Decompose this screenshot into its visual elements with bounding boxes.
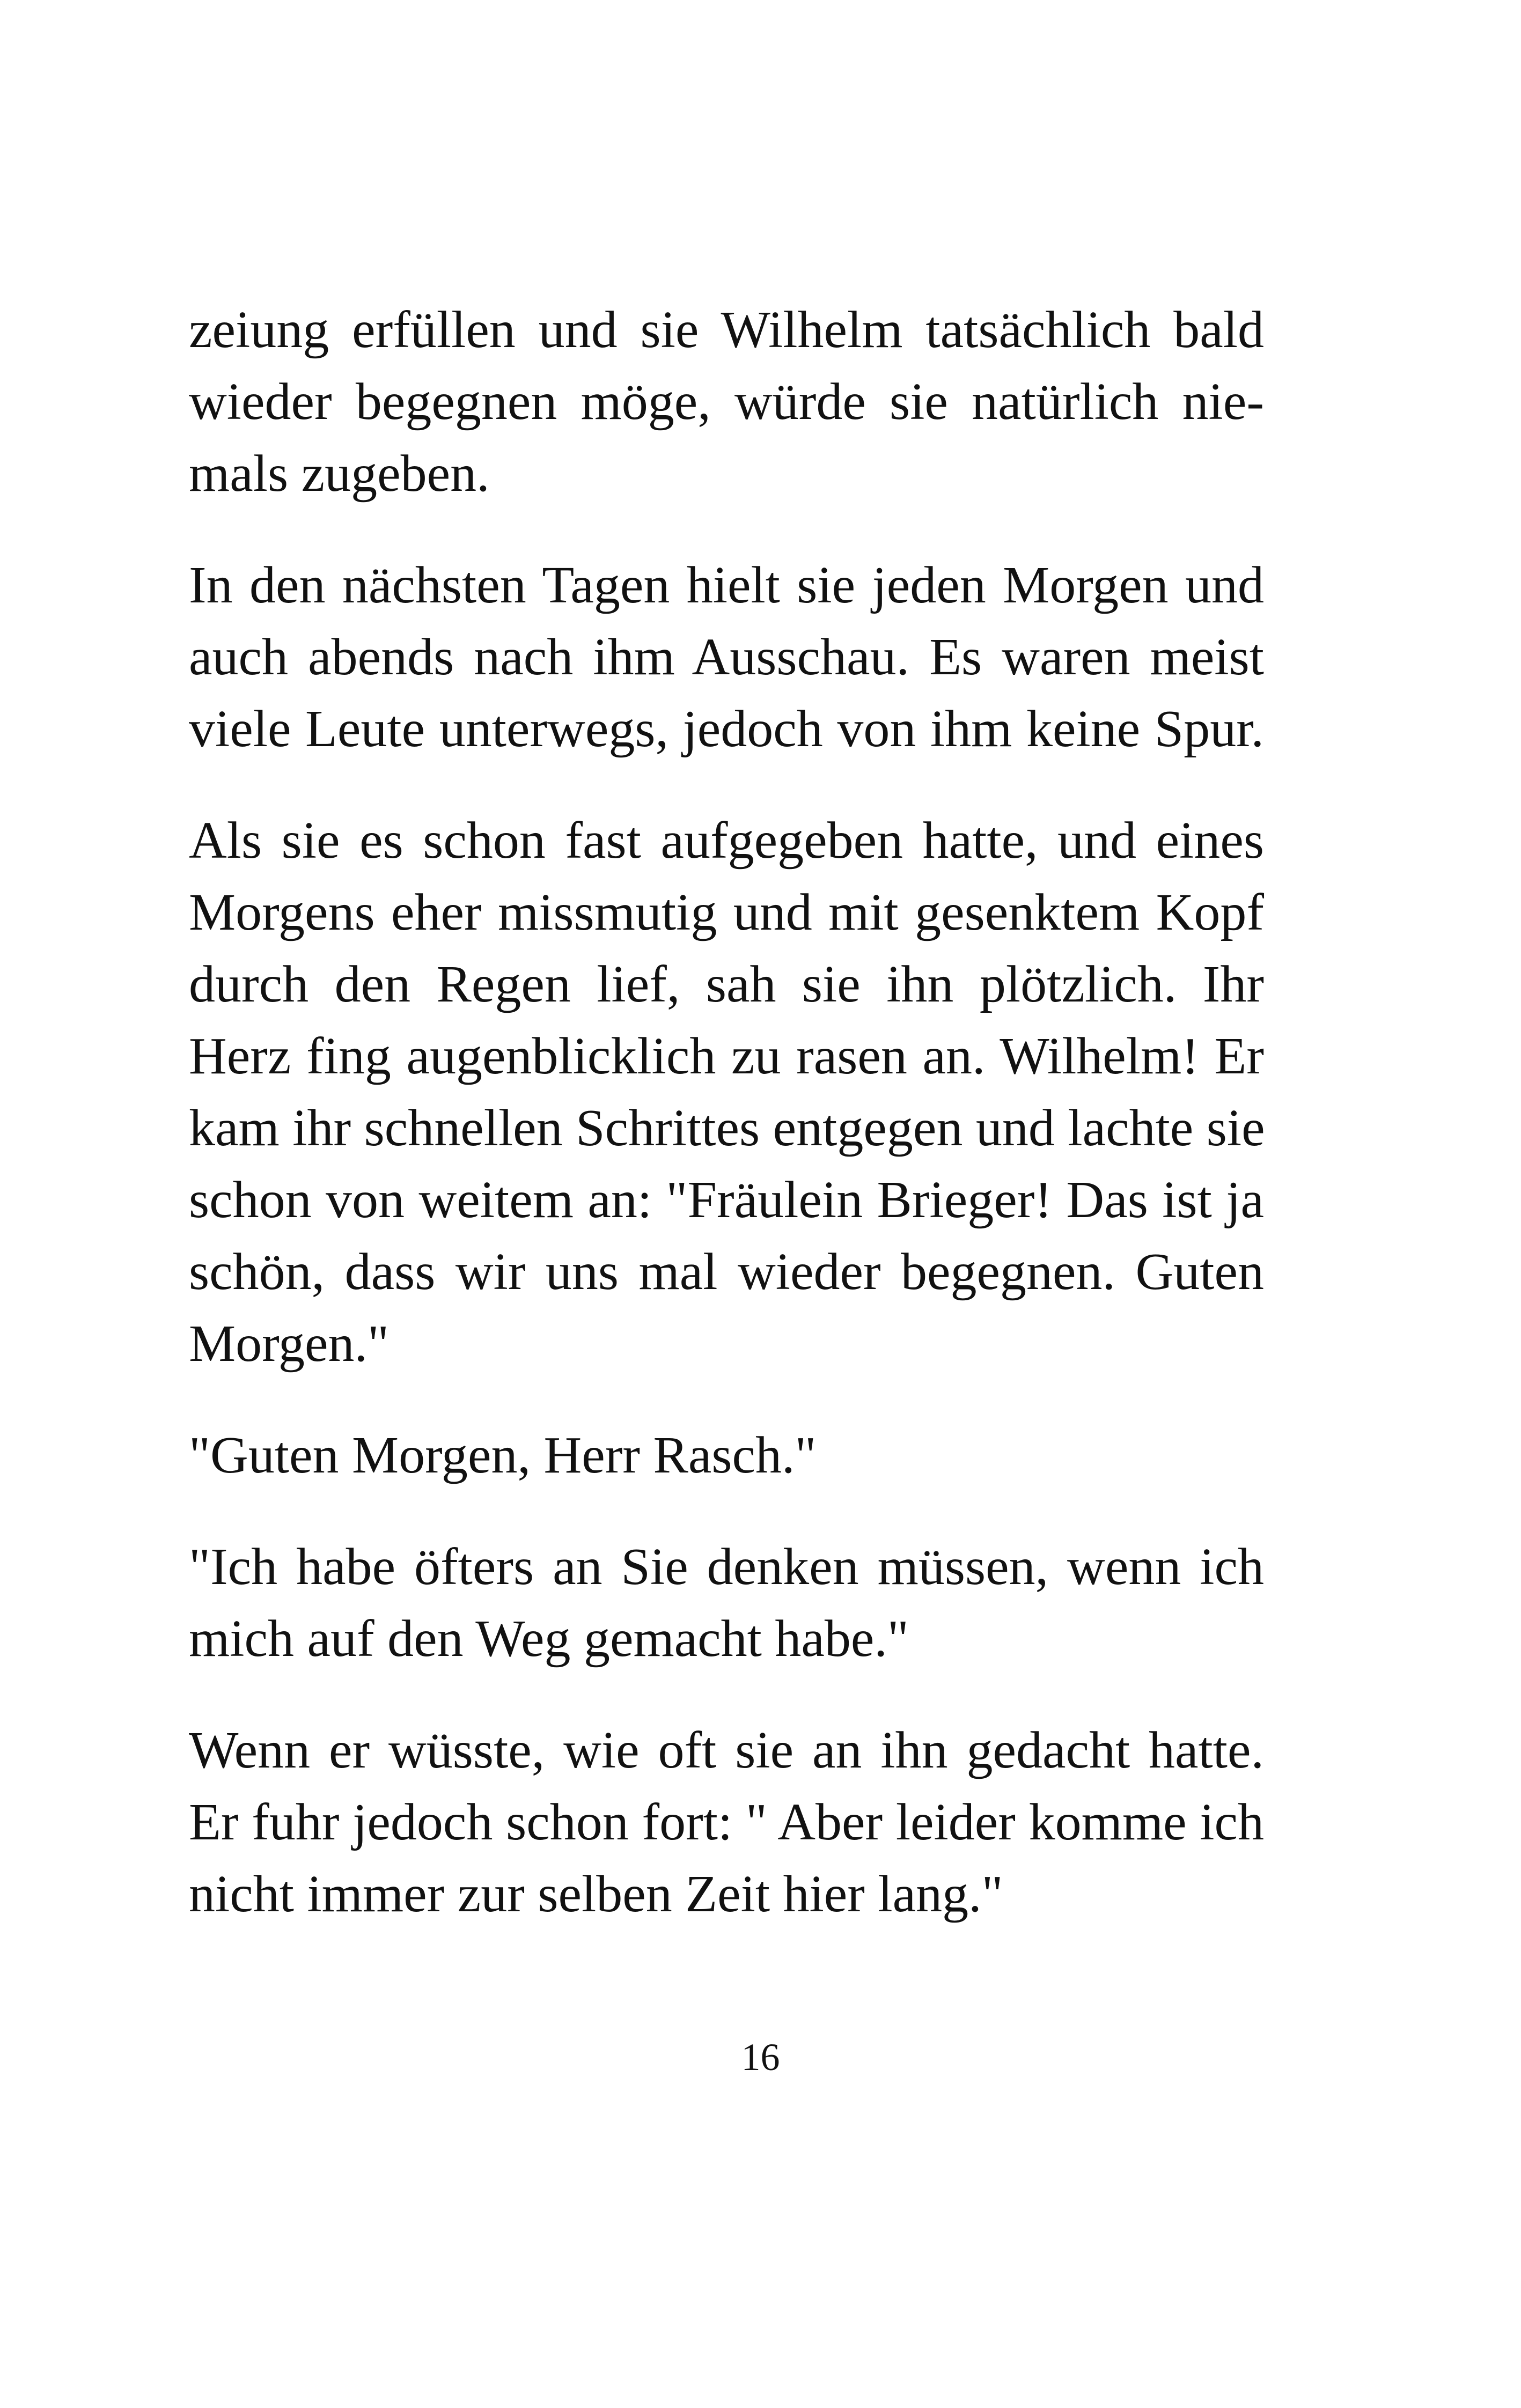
paragraph: [189, 805, 1264, 1380]
text-line: Wenn er wüsste, wie oft sie an ihn gedacht hatte.: [189, 1721, 1264, 1779]
text-line: mals zugeben.: [189, 445, 490, 503]
text-line: Morgen.": [189, 1315, 390, 1373]
text-line: nicht immer zur selben Zeit hier lang.": [189, 1865, 1003, 1923]
text-line: schon von weitem an: "Fräulein Brieger! Das ist ja: [189, 1171, 1264, 1229]
text-line: Als sie es schon fast aufgegeben hatte, und eines: [189, 812, 1264, 870]
text-line: Herz fing augenblicklich zu rasen an. Wilhelm! Er: [189, 1027, 1264, 1085]
text-line: Morgens eher missmutig und mit gesenktem Kopf: [189, 883, 1264, 941]
text-line: "Guten Morgen, Herr Rasch.": [189, 1426, 817, 1484]
text-line: schön, dass wir uns mal wieder begegnen. Guten: [189, 1243, 1264, 1301]
text-line: Er fuhr jedoch schon fort: " Aber leider komme ich: [189, 1793, 1264, 1851]
paragraph: [189, 294, 1264, 510]
paragraph: [189, 1419, 1264, 1491]
paragraph: [189, 1531, 1264, 1675]
paragraph: [189, 549, 1264, 765]
text-line: auch abends nach ihm Ausschau. Es waren meist: [189, 628, 1264, 686]
text-line: wieder begegnen möge, würde sie natürlich nie-: [189, 373, 1264, 431]
text-line: durch den Regen lief, sah sie ihn plötzlich. Ihr: [189, 955, 1264, 1013]
page-number: 16: [741, 2036, 780, 2079]
text-line: "Ich habe öfters an Sie denken müssen, wenn ich: [189, 1538, 1264, 1596]
text-line: kam ihr schnellen Schrittes entgegen und lachte sie: [189, 1099, 1265, 1157]
paragraph: [189, 1714, 1264, 1930]
text-line: mich auf den Weg gemacht habe.": [189, 1610, 909, 1668]
body-text: [189, 294, 1264, 1970]
text-line: zeiung erfüllen und sie Wilhelm tatsächlich bald: [189, 301, 1264, 359]
text-line: In den nächsten Tagen hielt sie jeden Morgen und: [189, 556, 1264, 614]
text-line: viele Leute unterwegs, jedoch von ihm keine Spur.: [189, 700, 1264, 758]
